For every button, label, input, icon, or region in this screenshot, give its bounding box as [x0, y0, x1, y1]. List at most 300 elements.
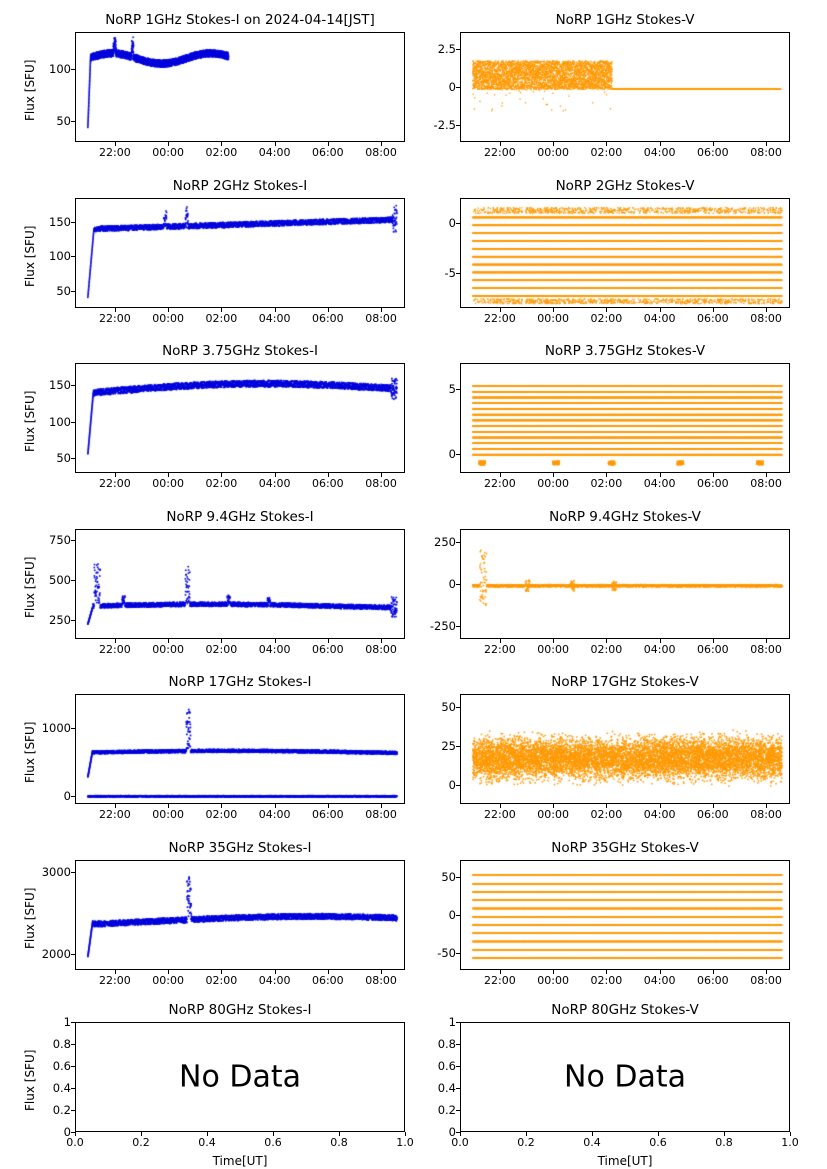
y-tick-mark [71, 422, 75, 423]
y-tick-label: 0 [448, 80, 456, 94]
y-tick-mark [456, 223, 460, 224]
x-tick-mark [660, 308, 661, 312]
x-tick-mark [766, 308, 767, 312]
data-series [462, 531, 790, 639]
x-tick-label: 00:00 [537, 477, 569, 490]
x-tick-mark [606, 804, 607, 808]
data-series [77, 34, 405, 142]
plot-panel [429, 509, 790, 656]
plot-title: NoRP 3.75GHz Stokes-V [544, 343, 706, 359]
x-tick-label: 04:00 [258, 477, 291, 490]
plot-frame [75, 32, 405, 142]
y-tick-label: 100 [49, 414, 71, 429]
plot-frame [460, 860, 790, 970]
y-tick-mark [71, 1088, 75, 1089]
y-tick-label: 0 [448, 908, 456, 922]
x-tick-label: 06:00 [696, 808, 729, 821]
x-tick-mark [168, 804, 169, 808]
y-tick-label: 0.2 [437, 1103, 456, 1117]
x-tick-label: 02:00 [205, 643, 238, 656]
x-tick-mark [606, 473, 607, 477]
y-axis-label: Flux [SFU] [23, 1049, 37, 1111]
x-tick-label: 22:00 [484, 974, 516, 987]
y-tick-mark [71, 796, 75, 797]
y-tick-mark [71, 458, 75, 459]
y-tick-mark [456, 389, 460, 390]
x-tick-mark [660, 473, 661, 477]
y-tick-mark [71, 1110, 75, 1111]
y-tick-label: 50 [56, 283, 71, 298]
plot-panel [23, 1002, 414, 1168]
y-tick-label: 0.8 [52, 1037, 71, 1051]
y-tick-mark [456, 125, 460, 126]
y-tick-mark [71, 580, 75, 581]
x-tick-label: 08:00 [365, 477, 397, 490]
y-axis-label: Flux [SFU] [23, 556, 37, 618]
x-tick-mark [381, 142, 382, 146]
y-tick-label: 0.6 [52, 1059, 71, 1073]
y-tick-label: 150 [49, 215, 71, 230]
plot-frame [75, 363, 405, 473]
x-tick-mark [381, 473, 382, 477]
plot-title: NoRP 1GHz Stokes-I on 2024-04-14[JST] [105, 12, 375, 28]
x-tick-label: 22:00 [99, 643, 131, 656]
x-tick-label: 00:00 [537, 643, 569, 656]
x-tick-label: 08:00 [750, 312, 782, 325]
x-tick-mark [115, 804, 116, 808]
y-tick-mark [71, 1044, 75, 1045]
x-tick-label: 0.4 [583, 1136, 601, 1149]
x-tick-mark [606, 142, 607, 146]
plot-title: NoRP 1GHz Stokes-V [555, 12, 695, 28]
x-tick-label: 08:00 [365, 312, 397, 325]
x-tick-label: 00:00 [537, 974, 569, 987]
x-tick-mark [766, 473, 767, 477]
x-tick-label: 00:00 [152, 974, 184, 987]
x-tick-label: 08:00 [365, 808, 397, 821]
x-tick-mark [275, 473, 276, 477]
x-tick-label: 04:00 [258, 643, 291, 656]
x-tick-label: 0.6 [649, 1136, 667, 1149]
plot-title: NoRP 35GHz Stokes-V [551, 840, 699, 856]
x-tick-label: 06:00 [696, 974, 729, 987]
x-tick-mark [553, 804, 554, 808]
plot-panel [441, 674, 790, 821]
x-tick-mark [115, 970, 116, 974]
y-tick-mark [71, 620, 75, 621]
y-tick-label: 250 [49, 612, 71, 627]
x-tick-label: 02:00 [590, 974, 623, 987]
x-tick-mark [275, 308, 276, 312]
plot-panel [23, 509, 405, 656]
data-series [462, 862, 790, 970]
y-tick-label: 0.6 [437, 1059, 456, 1073]
y-tick-mark [456, 707, 460, 708]
y-tick-mark [456, 273, 460, 274]
x-tick-mark [221, 308, 222, 312]
x-tick-label: 04:00 [258, 974, 291, 987]
x-tick-mark [328, 473, 329, 477]
x-tick-mark [168, 308, 169, 312]
x-tick-label: 06:00 [696, 146, 729, 159]
x-tick-label: 0.2 [517, 1136, 535, 1149]
y-tick-label: 0.2 [52, 1103, 71, 1117]
plot-panel [23, 343, 405, 490]
x-tick-mark [606, 639, 607, 643]
x-tick-mark [221, 639, 222, 643]
x-axis-label: Time[UT] [597, 1154, 653, 1168]
y-tick-label: 25 [441, 738, 456, 753]
y-tick-label: 5 [448, 381, 456, 396]
plot-frame [75, 1022, 405, 1132]
x-tick-label: 04:00 [643, 146, 676, 159]
x-tick-mark [553, 142, 554, 146]
x-tick-mark [553, 308, 554, 312]
x-tick-mark [713, 142, 714, 146]
no-data-message: No Data [564, 1059, 686, 1095]
x-tick-mark [221, 142, 222, 146]
y-tick-mark [456, 584, 460, 585]
y-tick-label: 0.8 [437, 1037, 456, 1051]
x-tick-mark [328, 639, 329, 643]
x-tick-mark [221, 970, 222, 974]
x-tick-mark [606, 308, 607, 312]
x-tick-mark [500, 970, 501, 974]
x-tick-label: 08:00 [750, 477, 782, 490]
x-tick-mark [115, 142, 116, 146]
x-tick-mark [460, 1132, 461, 1136]
x-tick-mark [75, 1132, 76, 1136]
x-tick-label: 08:00 [365, 146, 397, 159]
y-tick-mark [456, 49, 460, 50]
y-tick-mark [71, 291, 75, 292]
x-tick-label: 06:00 [311, 477, 344, 490]
y-tick-mark [456, 1088, 460, 1089]
x-tick-label: 22:00 [484, 643, 516, 656]
x-tick-mark [500, 308, 501, 312]
plot-frame [460, 32, 790, 142]
y-tick-mark [71, 385, 75, 386]
y-tick-mark [71, 540, 75, 541]
plot-panel [437, 840, 790, 987]
y-tick-label: -2.5 [433, 118, 456, 133]
y-tick-mark [456, 454, 460, 455]
x-tick-label: 04:00 [643, 808, 676, 821]
x-tick-label: 08:00 [365, 974, 397, 987]
y-tick-label: 2000 [41, 946, 71, 961]
y-tick-mark [71, 954, 75, 955]
y-tick-label: 50 [441, 869, 456, 884]
x-tick-label: 06:00 [696, 477, 729, 490]
x-tick-mark [500, 142, 501, 146]
data-series [77, 200, 405, 308]
y-tick-mark [71, 256, 75, 257]
x-tick-label: 06:00 [311, 643, 344, 656]
plot-title: NoRP 2GHz Stokes-V [555, 178, 695, 194]
y-tick-mark [456, 1066, 460, 1067]
x-tick-label: 0.8 [715, 1136, 733, 1149]
plot-title: NoRP 3.75GHz Stokes-I [162, 343, 318, 359]
x-tick-label: 02:00 [205, 808, 238, 821]
x-tick-mark [381, 970, 382, 974]
x-tick-mark [168, 473, 169, 477]
x-tick-label: 0.6 [264, 1136, 282, 1149]
y-tick-label: 50 [56, 451, 71, 466]
y-tick-mark [71, 1066, 75, 1067]
y-tick-mark [71, 69, 75, 70]
x-axis-label: Time[UT] [212, 1154, 268, 1168]
data-series [462, 200, 790, 308]
x-tick-label: 06:00 [311, 808, 344, 821]
x-tick-label: 08:00 [750, 146, 782, 159]
x-tick-mark [766, 804, 767, 808]
y-tick-mark [456, 626, 460, 627]
x-tick-mark [658, 1132, 659, 1136]
x-tick-mark [275, 804, 276, 808]
x-tick-label: 22:00 [484, 312, 516, 325]
plot-panel [23, 840, 405, 987]
y-tick-mark [456, 877, 460, 878]
x-tick-mark [592, 1132, 593, 1136]
x-tick-mark [660, 970, 661, 974]
x-tick-label: 22:00 [484, 808, 516, 821]
data-series [462, 34, 790, 142]
x-tick-mark [273, 1132, 274, 1136]
x-tick-label: 00:00 [152, 312, 184, 325]
y-tick-mark [456, 915, 460, 916]
x-tick-mark [381, 804, 382, 808]
y-axis-label: Flux [SFU] [23, 59, 37, 121]
x-tick-mark [526, 1132, 527, 1136]
x-tick-label: 04:00 [643, 974, 676, 987]
y-tick-label: 0 [63, 788, 71, 803]
x-tick-mark [221, 804, 222, 808]
x-tick-mark [275, 639, 276, 643]
data-series [77, 862, 405, 970]
x-tick-label: 04:00 [643, 312, 676, 325]
y-axis-label: Flux [SFU] [23, 390, 37, 452]
x-tick-mark [221, 473, 222, 477]
x-tick-mark [115, 639, 116, 643]
x-tick-label: 0.0 [66, 1136, 84, 1149]
x-tick-mark [405, 1132, 406, 1136]
x-tick-mark [713, 639, 714, 643]
y-tick-mark [456, 87, 460, 88]
plot-panel [437, 1002, 799, 1168]
no-data-message: No Data [179, 1059, 301, 1095]
x-tick-label: 02:00 [590, 477, 623, 490]
plot-frame [75, 860, 405, 970]
data-series [77, 531, 405, 639]
x-tick-mark [207, 1132, 208, 1136]
y-tick-label: -50 [437, 946, 456, 961]
plot-frame [460, 1022, 790, 1132]
plot-title: NoRP 17GHz Stokes-I [168, 674, 312, 690]
y-tick-mark [456, 746, 460, 747]
x-tick-label: 0.0 [451, 1136, 469, 1149]
y-tick-label: 50 [441, 699, 456, 714]
x-tick-label: 08:00 [365, 643, 397, 656]
y-tick-label: 1 [448, 1015, 456, 1029]
x-tick-label: 02:00 [590, 643, 623, 656]
plot-frame [460, 363, 790, 473]
x-tick-label: 22:00 [484, 146, 516, 159]
x-tick-mark [713, 970, 714, 974]
x-tick-mark [115, 308, 116, 312]
x-tick-label: 1.0 [396, 1136, 414, 1149]
x-tick-mark [381, 639, 382, 643]
plot-panel [23, 674, 405, 821]
data-series [462, 365, 790, 473]
x-tick-mark [328, 804, 329, 808]
plot-title: NoRP 80GHz Stokes-V [551, 1002, 699, 1018]
y-tick-label: 0 [448, 778, 456, 793]
y-tick-mark [456, 1044, 460, 1045]
plot-title: NoRP 2GHz Stokes-I [172, 178, 308, 194]
plot-panel [23, 178, 405, 325]
y-tick-label: 0.4 [52, 1081, 71, 1095]
y-tick-label: 500 [49, 573, 71, 587]
x-tick-mark [168, 639, 169, 643]
y-tick-label: -250 [429, 618, 456, 633]
x-tick-mark [713, 473, 714, 477]
x-tick-label: 06:00 [311, 974, 344, 987]
x-tick-label: 00:00 [537, 146, 569, 159]
x-tick-mark [168, 142, 169, 146]
x-tick-label: 00:00 [537, 808, 569, 821]
x-tick-mark [275, 142, 276, 146]
y-tick-label: 100 [49, 61, 71, 76]
plot-frame [75, 694, 405, 804]
x-tick-label: 00:00 [537, 312, 569, 325]
x-tick-label: 22:00 [99, 312, 131, 325]
x-tick-label: 1.0 [781, 1136, 799, 1149]
x-tick-mark [168, 970, 169, 974]
plot-panel [448, 343, 790, 490]
x-tick-mark [553, 639, 554, 643]
x-tick-mark [328, 308, 329, 312]
x-tick-label: 08:00 [750, 974, 782, 987]
y-axis-label: Flux [SFU] [23, 721, 37, 783]
x-tick-mark [766, 142, 767, 146]
x-tick-label: 02:00 [205, 312, 238, 325]
plot-title: NoRP 80GHz Stokes-I [168, 1002, 312, 1018]
y-tick-mark [71, 1022, 75, 1023]
x-tick-mark [500, 473, 501, 477]
y-axis-label: Flux [SFU] [23, 225, 37, 287]
x-tick-mark [724, 1132, 725, 1136]
x-tick-label: 22:00 [99, 146, 131, 159]
x-tick-mark [328, 142, 329, 146]
x-tick-label: 22:00 [99, 477, 131, 490]
y-tick-label: 0 [448, 577, 456, 591]
x-tick-label: 0.2 [132, 1136, 150, 1149]
data-series [77, 696, 405, 804]
x-tick-mark [275, 970, 276, 974]
y-tick-label: 2.5 [437, 41, 456, 56]
plot-frame [75, 529, 405, 639]
y-tick-label: 1 [63, 1015, 71, 1029]
x-tick-label: 08:00 [750, 808, 782, 821]
x-tick-label: 06:00 [311, 312, 344, 325]
x-tick-label: 04:00 [258, 312, 291, 325]
x-tick-label: 02:00 [205, 477, 238, 490]
plot-frame [75, 198, 405, 308]
x-tick-mark [553, 473, 554, 477]
y-tick-label: 0.4 [437, 1081, 456, 1095]
y-tick-mark [71, 728, 75, 729]
y-tick-label: 750 [49, 533, 71, 548]
x-tick-label: 00:00 [152, 643, 184, 656]
y-tick-label: 150 [49, 378, 71, 392]
x-tick-label: 04:00 [258, 146, 291, 159]
y-tick-label: 3000 [41, 865, 71, 880]
x-tick-label: 08:00 [750, 643, 782, 656]
plot-title: NoRP 17GHz Stokes-V [551, 674, 699, 690]
x-tick-label: 22:00 [99, 974, 131, 987]
y-tick-label: 50 [56, 114, 71, 129]
x-tick-label: 0.8 [330, 1136, 348, 1149]
x-tick-label: 00:00 [152, 808, 184, 821]
x-tick-mark [381, 308, 382, 312]
x-tick-label: 06:00 [696, 312, 729, 325]
y-tick-label: 0 [448, 1125, 456, 1139]
x-tick-mark [660, 639, 661, 643]
x-tick-mark [606, 970, 607, 974]
y-tick-mark [456, 1022, 460, 1023]
data-series [462, 696, 790, 804]
y-tick-mark [71, 872, 75, 873]
x-tick-mark [766, 970, 767, 974]
x-tick-label: 22:00 [99, 808, 131, 821]
x-tick-mark [328, 970, 329, 974]
x-tick-label: 06:00 [311, 146, 344, 159]
y-tick-mark [456, 542, 460, 543]
x-tick-mark [141, 1132, 142, 1136]
x-tick-mark [553, 970, 554, 974]
x-tick-mark [500, 804, 501, 808]
x-tick-label: 00:00 [152, 477, 184, 490]
x-tick-label: 04:00 [258, 808, 291, 821]
y-tick-label: -5 [444, 266, 456, 280]
y-axis-label: Flux [SFU] [23, 887, 37, 949]
plot-frame [460, 198, 790, 308]
x-tick-label: 02:00 [590, 808, 623, 821]
plot-title: NoRP 9.4GHz Stokes-V [549, 509, 701, 525]
x-tick-label: 02:00 [205, 146, 238, 159]
plot-title: NoRP 35GHz Stokes-I [168, 840, 312, 856]
x-tick-label: 02:00 [205, 974, 238, 987]
plot-panel [444, 178, 790, 325]
y-tick-mark [71, 222, 75, 223]
x-tick-label: 02:00 [590, 312, 623, 325]
data-series [77, 365, 405, 473]
plot-frame [460, 529, 790, 639]
x-tick-mark [115, 473, 116, 477]
y-tick-mark [456, 953, 460, 954]
plot-panel [23, 12, 405, 159]
x-tick-label: 00:00 [152, 146, 184, 159]
plot-panel [433, 12, 790, 159]
y-tick-label: 1000 [41, 720, 71, 735]
x-tick-mark [500, 639, 501, 643]
x-tick-mark [713, 308, 714, 312]
y-tick-mark [456, 1110, 460, 1111]
y-tick-mark [456, 785, 460, 786]
y-tick-mark [71, 121, 75, 122]
x-tick-label: 22:00 [484, 477, 516, 490]
x-tick-mark [766, 639, 767, 643]
